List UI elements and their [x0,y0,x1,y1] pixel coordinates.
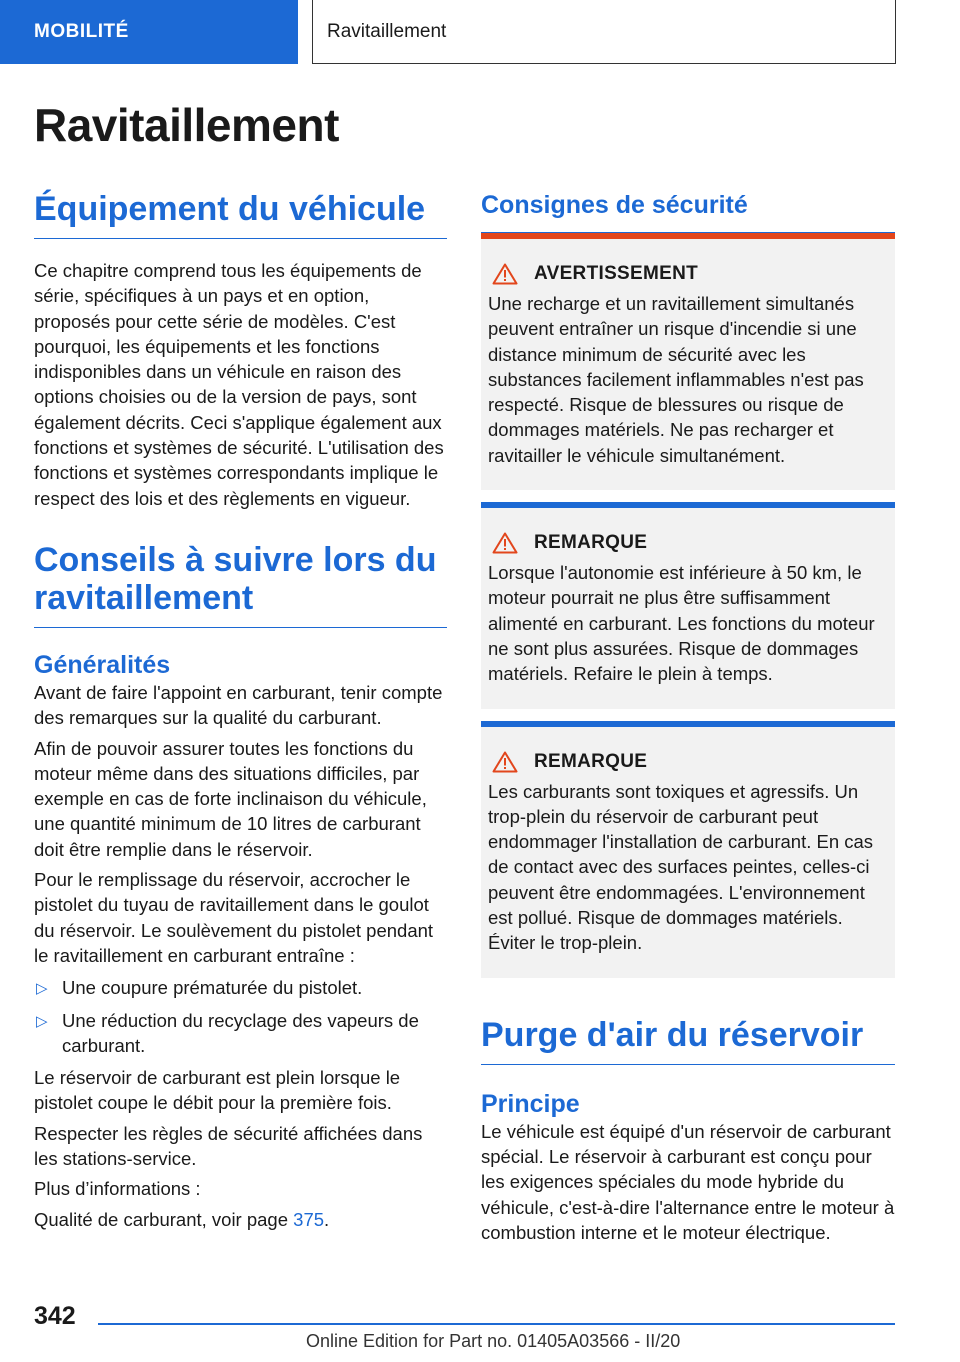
warning-text: Une recharge et un ravitaillement simultanés peuvent entraîner un risque d'incendie si une distance minimum de sécurité avec les substances facilement inflammables n'est pas respecté. Risque de blessures ou risque de dommages matériels. Ne pas recharger et ravitailler le véhicule simultanément. [488,293,864,466]
paragraph: Plus d’informations : [34,1178,201,1200]
heading-principe: Principe [481,1089,580,1118]
remark-text: Les carburants sont toxiques et agressifs. Un trop-plein du réservoir de carburant peut endommager l'installation de carburant. En cas de contact avec des surfaces peintes, celles-ci peuvent être endommagées. L'environnement est pollué. Risque de dommages matériels. Éviter le trop-plein. [488,780,874,954]
warning-box [481,233,895,490]
right-column [481,190,895,1245]
triangle-bullet-icon: ▷ [36,1012,48,1030]
warning-triangle-icon [492,263,518,285]
chapter-header [312,0,896,64]
page-title: Ravitaillement [34,99,339,151]
paragraph: Le réservoir de carburant est plein lorsque le pistolet coupe le débit pour la première fois. [34,1067,401,1114]
page-number: 342 [34,1302,76,1330]
left-column [34,190,447,1232]
remark-box [481,721,895,978]
heading-generalites: Généralités [34,650,171,679]
warning-triangle-icon [492,751,518,773]
equipement-text: Ce chapitre comprend tous les équipements de série, spécifiques à un pays et en option, proposés pour cette série de modèles. C'est pourquoi, les équipements et les fonctions indisponibles dans un véhicule en raison des options choisies ou de la version de pays, sont également décrits. Ceci s'applique également aux fonctions et systèmes de sécurité. L'utilisation des fonctions et systèmes correspondants implique le respect des lois et des règlements en vigueur. [34,260,444,509]
heading-consignes: Consignes de sécurité [481,190,895,233]
chapter-label: Ravitaillement [327,20,447,42]
heading-equipement: Équipement du véhicule [34,190,447,239]
paragraph: Afin de pouvoir assurer toutes les fonctions du moteur même dans des situations difficiles, par exemple en cas de forte inclinaison du véhicule, une quantité minimum de 10 litres de carburant doit être remplie dans le réservoir. [34,737,427,860]
remark-title: REMARQUE [534,532,648,554]
footer-edition: Online Edition for Part no. 01405A03566 - II/20 [306,1331,681,1351]
warning-title: AVERTISSEMENT [534,263,699,284]
remark-box [481,502,895,708]
remark-text: Lorsque l'autonomie est inférieure à 50 km, le moteur pourrait ne plus être suffisamment alimenté en carburant. Les fonctions du moteur ne sont plus assurées. Risque de dommages matériels. Refaire le plein à temps. [488,562,875,685]
bullet-list [34,975,447,1058]
paragraph: Pour le remplissage du réservoir, accrocher le pistolet du tuyau de ravitaillement dans le goulot du réservoir. Le soulèvement du pistolet pendant le ravitaillement en carburant entraîne : [34,869,434,966]
heading-purge: Purge d'air du réservoir [481,1016,895,1065]
list-item: ▷ Une réduction du recyclage des vapeurs de carburant. [36,1009,419,1056]
section-tab[interactable] [0,0,298,64]
paragraph: Avant de faire l'appoint en carburant, tenir compte des remarques sur la qualité du carburant. [34,681,443,729]
list-item: ▷ Une coupure prématurée du pistolet. [34,975,447,1000]
paragraph: Respecter les règles de sécurité affichées dans les stations-service. [34,1122,423,1170]
footer-divider [98,1323,895,1325]
section-label: MOBILITÉ [34,21,129,42]
page-link[interactable]: 375 [293,1208,325,1230]
warning-triangle-icon [492,532,518,554]
triangle-bullet-icon: ▷ [36,980,48,998]
heading-conseils: Conseils à suivre lors du ravitaillement [34,541,447,628]
page-reference: Qualité de carburant, voir page 375. [34,1208,330,1230]
remark-title: REMARQUE [534,750,648,772]
principe-text: Le véhicule est équipé d'un réservoir de carburant spécial. Le réservoir à carburant est conçu pour les exigences spéciales du mode hybride du véhicule, c'est-à-dire l'alternance entre le moteur à combustion interne et le moteur électrique. [481,1120,895,1243]
